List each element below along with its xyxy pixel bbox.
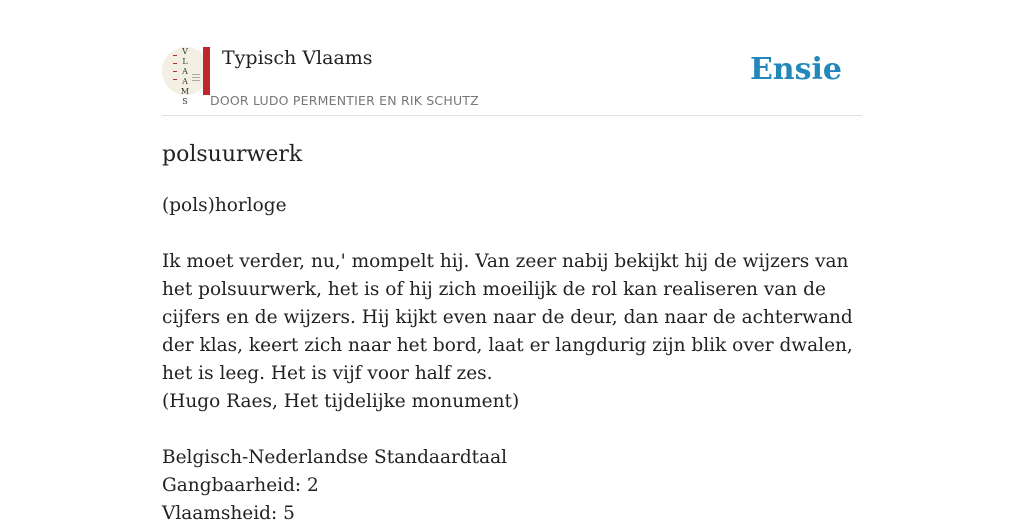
- entry-quote-block: [162, 248, 862, 416]
- page-container: [162, 0, 862, 524]
- entry-quote: Ik moet verder, nu,' mompelt hij. Van zeer nabij bekijkt hij de wijzers van het polsuurwerk, het is of hij zich moeilijk de rol kan realiseren van de cijfers en de wijzers. Hij kijkt even naar de deur, dan naar de achterwand der klas, keert zich naar het bord, laat er langdurig zijn blik over dwalen, het is leeg. Het is vijf voor half zes.: [162, 251, 853, 384]
- entry-vlaamsheid: Vlaamsheid: 5: [162, 503, 295, 524]
- entry-definition: (pols)horloge: [162, 195, 287, 216]
- logo-stripe: [203, 47, 210, 95]
- entry-title: polsuurwerk: [162, 142, 303, 167]
- site-header: [162, 0, 862, 116]
- ensie-brand-link[interactable]: Ensie: [749, 52, 842, 87]
- entry-standard-language: Belgisch-Nederlandse Standaardtaal: [162, 447, 508, 468]
- entry-content: [162, 192, 862, 528]
- site-title-link[interactable]: Typisch Vlaams: [222, 47, 373, 69]
- entry-gangbaarheid: Gangbaarheid: 2: [162, 475, 319, 496]
- author-byline: DOOR LUDO PERMENTIER EN RIK SCHUTZ: [210, 93, 479, 108]
- logo-lettering: V L A A M S: [180, 47, 190, 106]
- site-logo[interactable]: [162, 47, 210, 106]
- entry-quote-source: (Hugo Raes, Het tijdelijke monument): [162, 391, 520, 412]
